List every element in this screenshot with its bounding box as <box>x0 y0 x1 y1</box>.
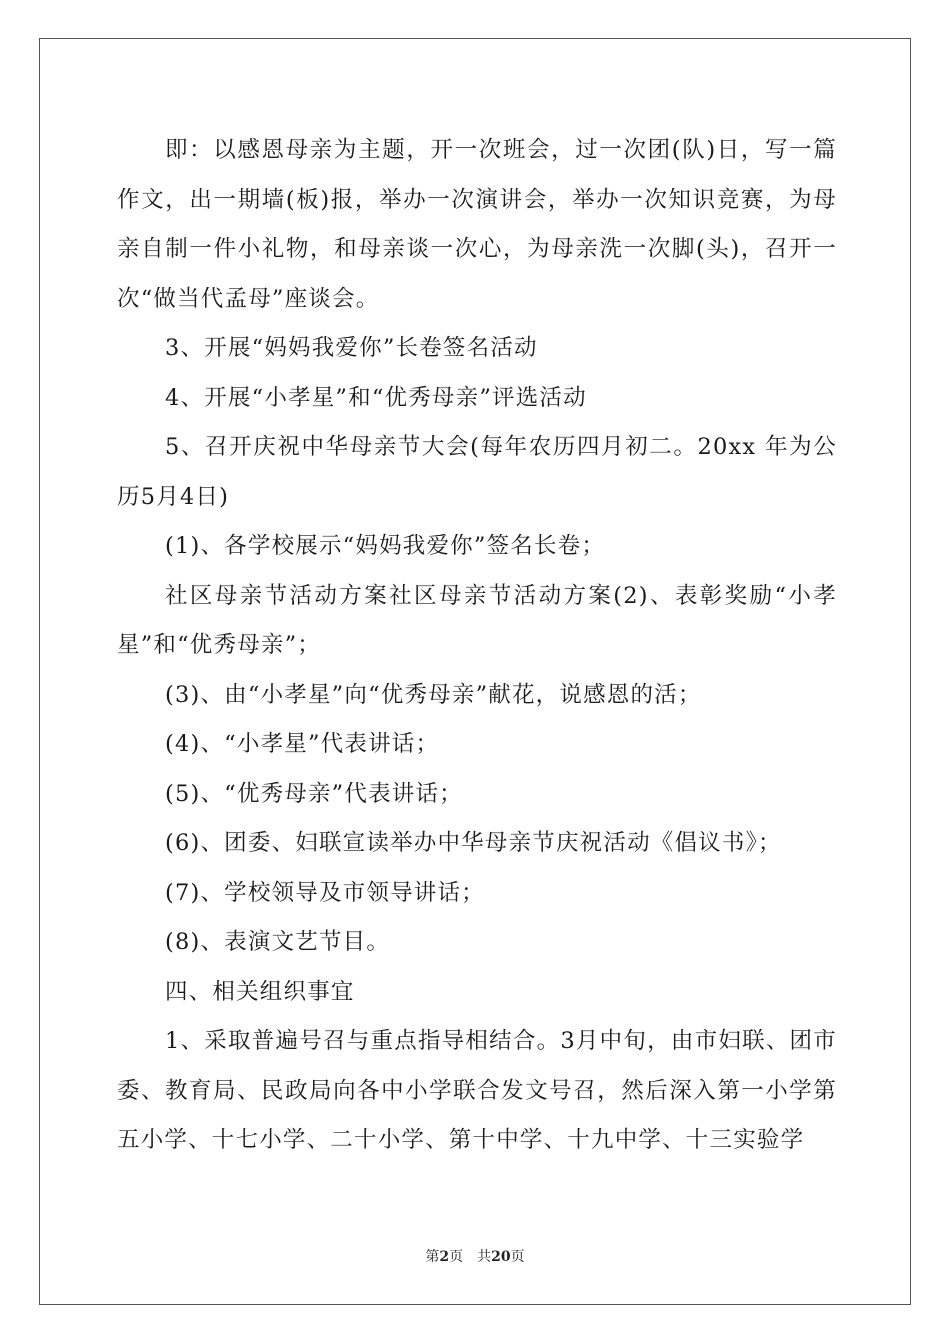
paragraph-theme-activities: 即：以感恩母亲为主题，开一次班会，过一次团(队)日，写一篇作文，出一期墙(板)报，举办一次演讲会，举办一次知识竞赛，为母亲自制一件小礼物，和母亲谈一次心，为母亲洗一次脚(头)，召开一次“做当代孟母”座谈会。 <box>117 137 837 312</box>
page-number: 2 <box>439 1249 450 1265</box>
paragraph-subitem-7: (7)、学校领导及市领导讲话； <box>165 879 485 906</box>
page-footer <box>0 1248 950 1266</box>
page-prefix: 第 <box>425 1249 440 1265</box>
document-body <box>117 126 837 1166</box>
paragraph-item-4: 4、开展“小孝星”和“优秀母亲”评选活动 <box>165 384 587 411</box>
paragraph-subitem-6: (6)、团委、妇联宣读举办中华母亲节庆祝活动《倡议书》； <box>165 830 782 856</box>
paragraph-subitem-5: (5)、“优秀母亲”代表讲话； <box>165 780 463 807</box>
paragraph-subitem-2: 社区母亲节活动方案社区母亲节活动方案(2)、表彰奖励“小孝星”和“优秀母亲”； <box>117 582 837 658</box>
paragraph-org-item-1: 1、采取普遍号召与重点指导相结合。3月中旬，由市妇联、团市委、教育局、民政局向各中小学联合发文号召，然后深入第一小学第五小学、十七小学、二十小学、第十中学、十九中学、十三实验学 <box>117 1028 837 1153</box>
total-suffix: 页 <box>510 1249 525 1265</box>
section-heading-4: 四、相关组织事宜 <box>165 978 355 1005</box>
paragraph-subitem-4: (4)、“小孝星”代表讲话； <box>165 731 440 757</box>
paragraph-item-5: 5、召开庆祝中华母亲节大会(每年农历四月初二。20xx 年为公历5月4日) <box>117 434 837 510</box>
total-prefix: 共 <box>477 1249 492 1265</box>
total-pages: 20 <box>491 1249 511 1265</box>
paragraph-item-3: 3、开展“妈妈我爱你”长卷签名活动 <box>165 335 538 361</box>
page-suffix: 页 <box>449 1249 464 1265</box>
paragraph-subitem-3: (3)、由“小孝星”向“优秀母亲”献花，说感恩的活； <box>165 681 702 708</box>
paragraph-subitem-8: (8)、表演文艺节目。 <box>165 929 391 955</box>
paragraph-subitem-1: (1)、各学校展示“妈妈我爱你”签名长卷； <box>165 533 606 559</box>
